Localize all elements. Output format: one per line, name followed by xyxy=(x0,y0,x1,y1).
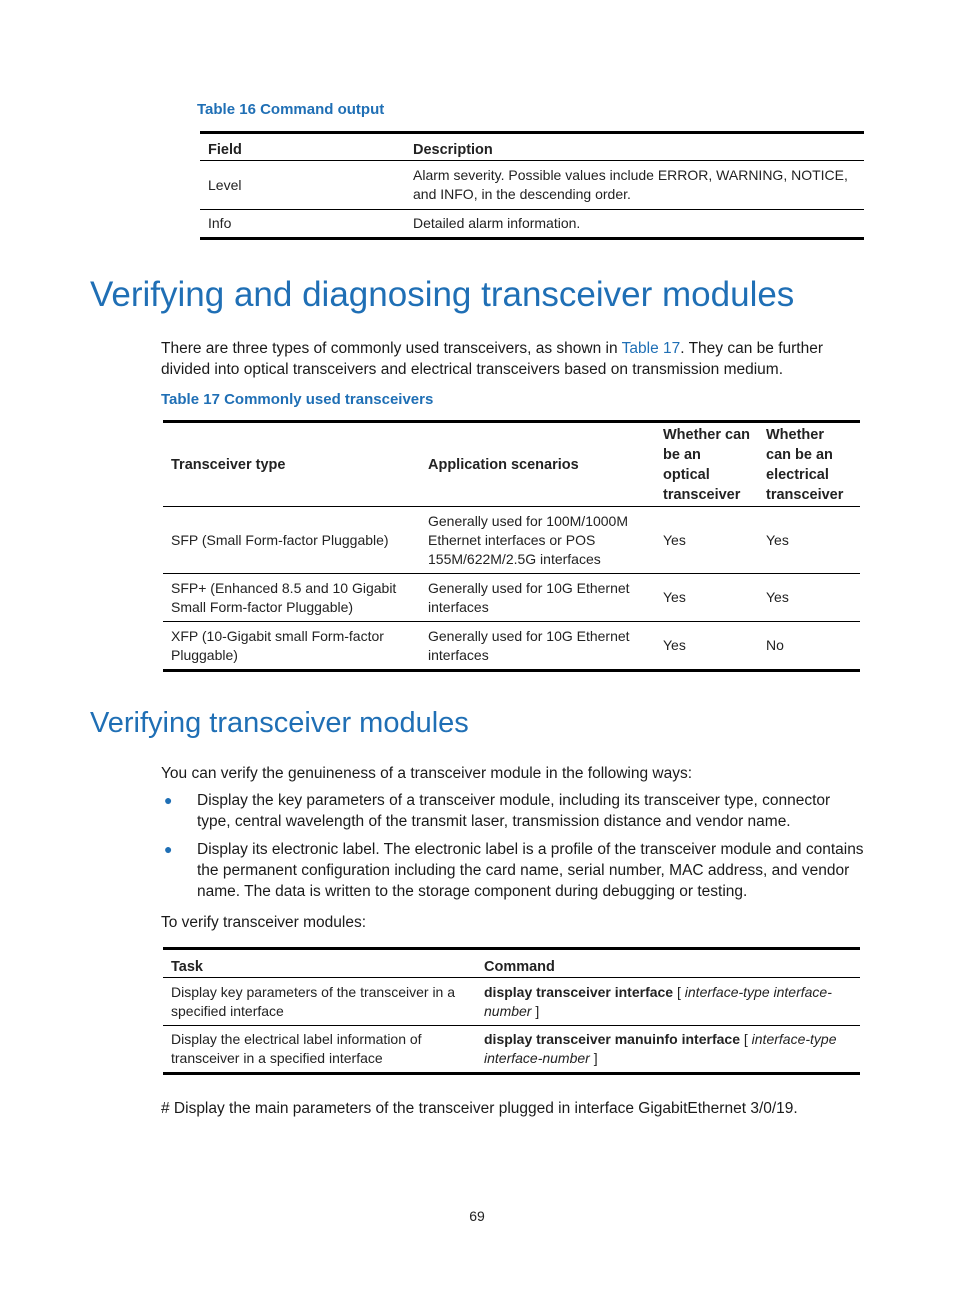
command-keyword: display transceiver manuinfo interface xyxy=(484,1031,740,1047)
table17-cell-type: SFP+ (Enhanced 8.5 and 10 Gigabit Small Form-factor Pluggable) xyxy=(171,579,397,615)
cmd-table-cell-command xyxy=(476,978,860,1026)
section-title: Verifying and diagnosing transceiver modules xyxy=(90,275,795,314)
cmd-table-cell-task: Display the electrical label information of transceiver in a specified interface xyxy=(171,1031,422,1066)
table16-header-field: Field xyxy=(200,133,405,161)
table16-cell-field: Info xyxy=(208,215,232,231)
table-row xyxy=(163,622,860,671)
table17-caption: Table 17 Commonly used transceivers xyxy=(161,391,434,408)
command-argument: interface-type interface-number xyxy=(484,1031,837,1066)
cmd-table-cell-command xyxy=(476,1026,860,1074)
table17-link[interactable]: Table 17 xyxy=(621,340,681,357)
table17 xyxy=(163,420,860,672)
example-line: # Display the main parameters of the transceiver plugged in interface GigabitEthernet 3/0/19. xyxy=(161,1100,798,1117)
table16-cell-description: Detailed alarm information. xyxy=(413,215,581,231)
intro-text-part2: . They can be further divided into optical transceivers and electrical transceivers based on transmission medium. xyxy=(161,340,823,378)
table17-cell-scenario: Generally used for 100M/1000M Ethernet interfaces or POS 155M/622M/2.5G interfaces xyxy=(428,512,628,567)
table17-cell-electrical: Yes xyxy=(766,531,789,548)
table-row xyxy=(163,507,860,574)
command-keyword: display transceiver interface xyxy=(484,983,674,1000)
table17-cell-type: XFP (10-Gigabit small Form-factor Pluggable) xyxy=(171,627,384,663)
command-table xyxy=(163,947,860,1075)
table17-header-type: Transceiver type xyxy=(163,422,420,507)
table17-cell-optical: Yes xyxy=(663,531,686,548)
bullet-icon: ● xyxy=(164,841,173,857)
table17-cell-electrical: Yes xyxy=(766,589,789,605)
table16 xyxy=(200,131,864,240)
command-bracket-close: ] xyxy=(589,1050,598,1066)
table-row xyxy=(163,574,860,622)
intro-text-part1: There are three types of commonly used transceivers, as shown in xyxy=(161,340,622,357)
table17-cell-optical: Yes xyxy=(663,589,686,605)
cmd-table-cell-task: Display key parameters of the transceiver in a specified interface xyxy=(171,983,456,1019)
cmd-table-header-task: Task xyxy=(163,949,476,978)
table-row xyxy=(163,978,860,1026)
table17-cell-scenario: Generally used for 10G Ethernet interfaces xyxy=(428,627,630,663)
table17-header-electrical: Whether can be an electrical transceiver xyxy=(758,422,860,507)
table17-cell-type: SFP (Small Form-factor Pluggable) xyxy=(171,531,389,548)
table-row xyxy=(200,210,864,239)
table17-cell-scenario: Generally used for 10G Ethernet interfaces xyxy=(428,579,630,615)
table17-cell-electrical: No xyxy=(766,637,784,653)
command-argument: interface-type interface-number xyxy=(484,983,832,1019)
command-bracket-open: [ xyxy=(739,1031,752,1047)
page-number: 69 xyxy=(469,1208,485,1224)
verify-intro: You can verify the genuineness of a transceiver module in the following ways: xyxy=(161,765,693,782)
bullet-text: Display the key parameters of a transceiver module, including its transceiver type, connector type, central wavelength of the transmit laser, transmission distance and vendor name. xyxy=(197,792,831,830)
list-item xyxy=(161,790,867,832)
list-item xyxy=(161,839,867,902)
table16-caption: Table 16 Command output xyxy=(197,101,385,118)
table16-cell-field: Level xyxy=(208,176,242,193)
bullet-list xyxy=(161,790,867,909)
table-row xyxy=(163,1026,860,1074)
table16-cell-description: Alarm severity. Possible values include ERROR, WARNING, NOTICE, and INFO, in the descending order. xyxy=(413,167,848,202)
table-row xyxy=(200,161,864,210)
cmd-table-header-command: Command xyxy=(476,949,860,978)
bullet-icon: ● xyxy=(164,792,173,808)
table17-header-scenarios: Application scenarios xyxy=(420,422,655,507)
command-bracket-close: ] xyxy=(531,1002,540,1019)
table17-header-optical: Whether can be an optical transceiver xyxy=(655,422,758,507)
table17-cell-optical: Yes xyxy=(663,637,686,653)
command-bracket-open: [ xyxy=(673,983,685,1000)
bullet-text: Display its electronic label. The electronic label is a profile of the transceiver module and contains the permanent configuration including the card name, serial number, MAC address, and vendor name. The data is written to the storage component during debugging or testing. xyxy=(197,841,864,900)
subsection-title: Verifying transceiver modules xyxy=(90,707,469,739)
intro-paragraph xyxy=(161,338,866,380)
to-verify-text: To verify transceiver modules: xyxy=(161,914,367,931)
table16-header-description: Description xyxy=(405,133,864,161)
